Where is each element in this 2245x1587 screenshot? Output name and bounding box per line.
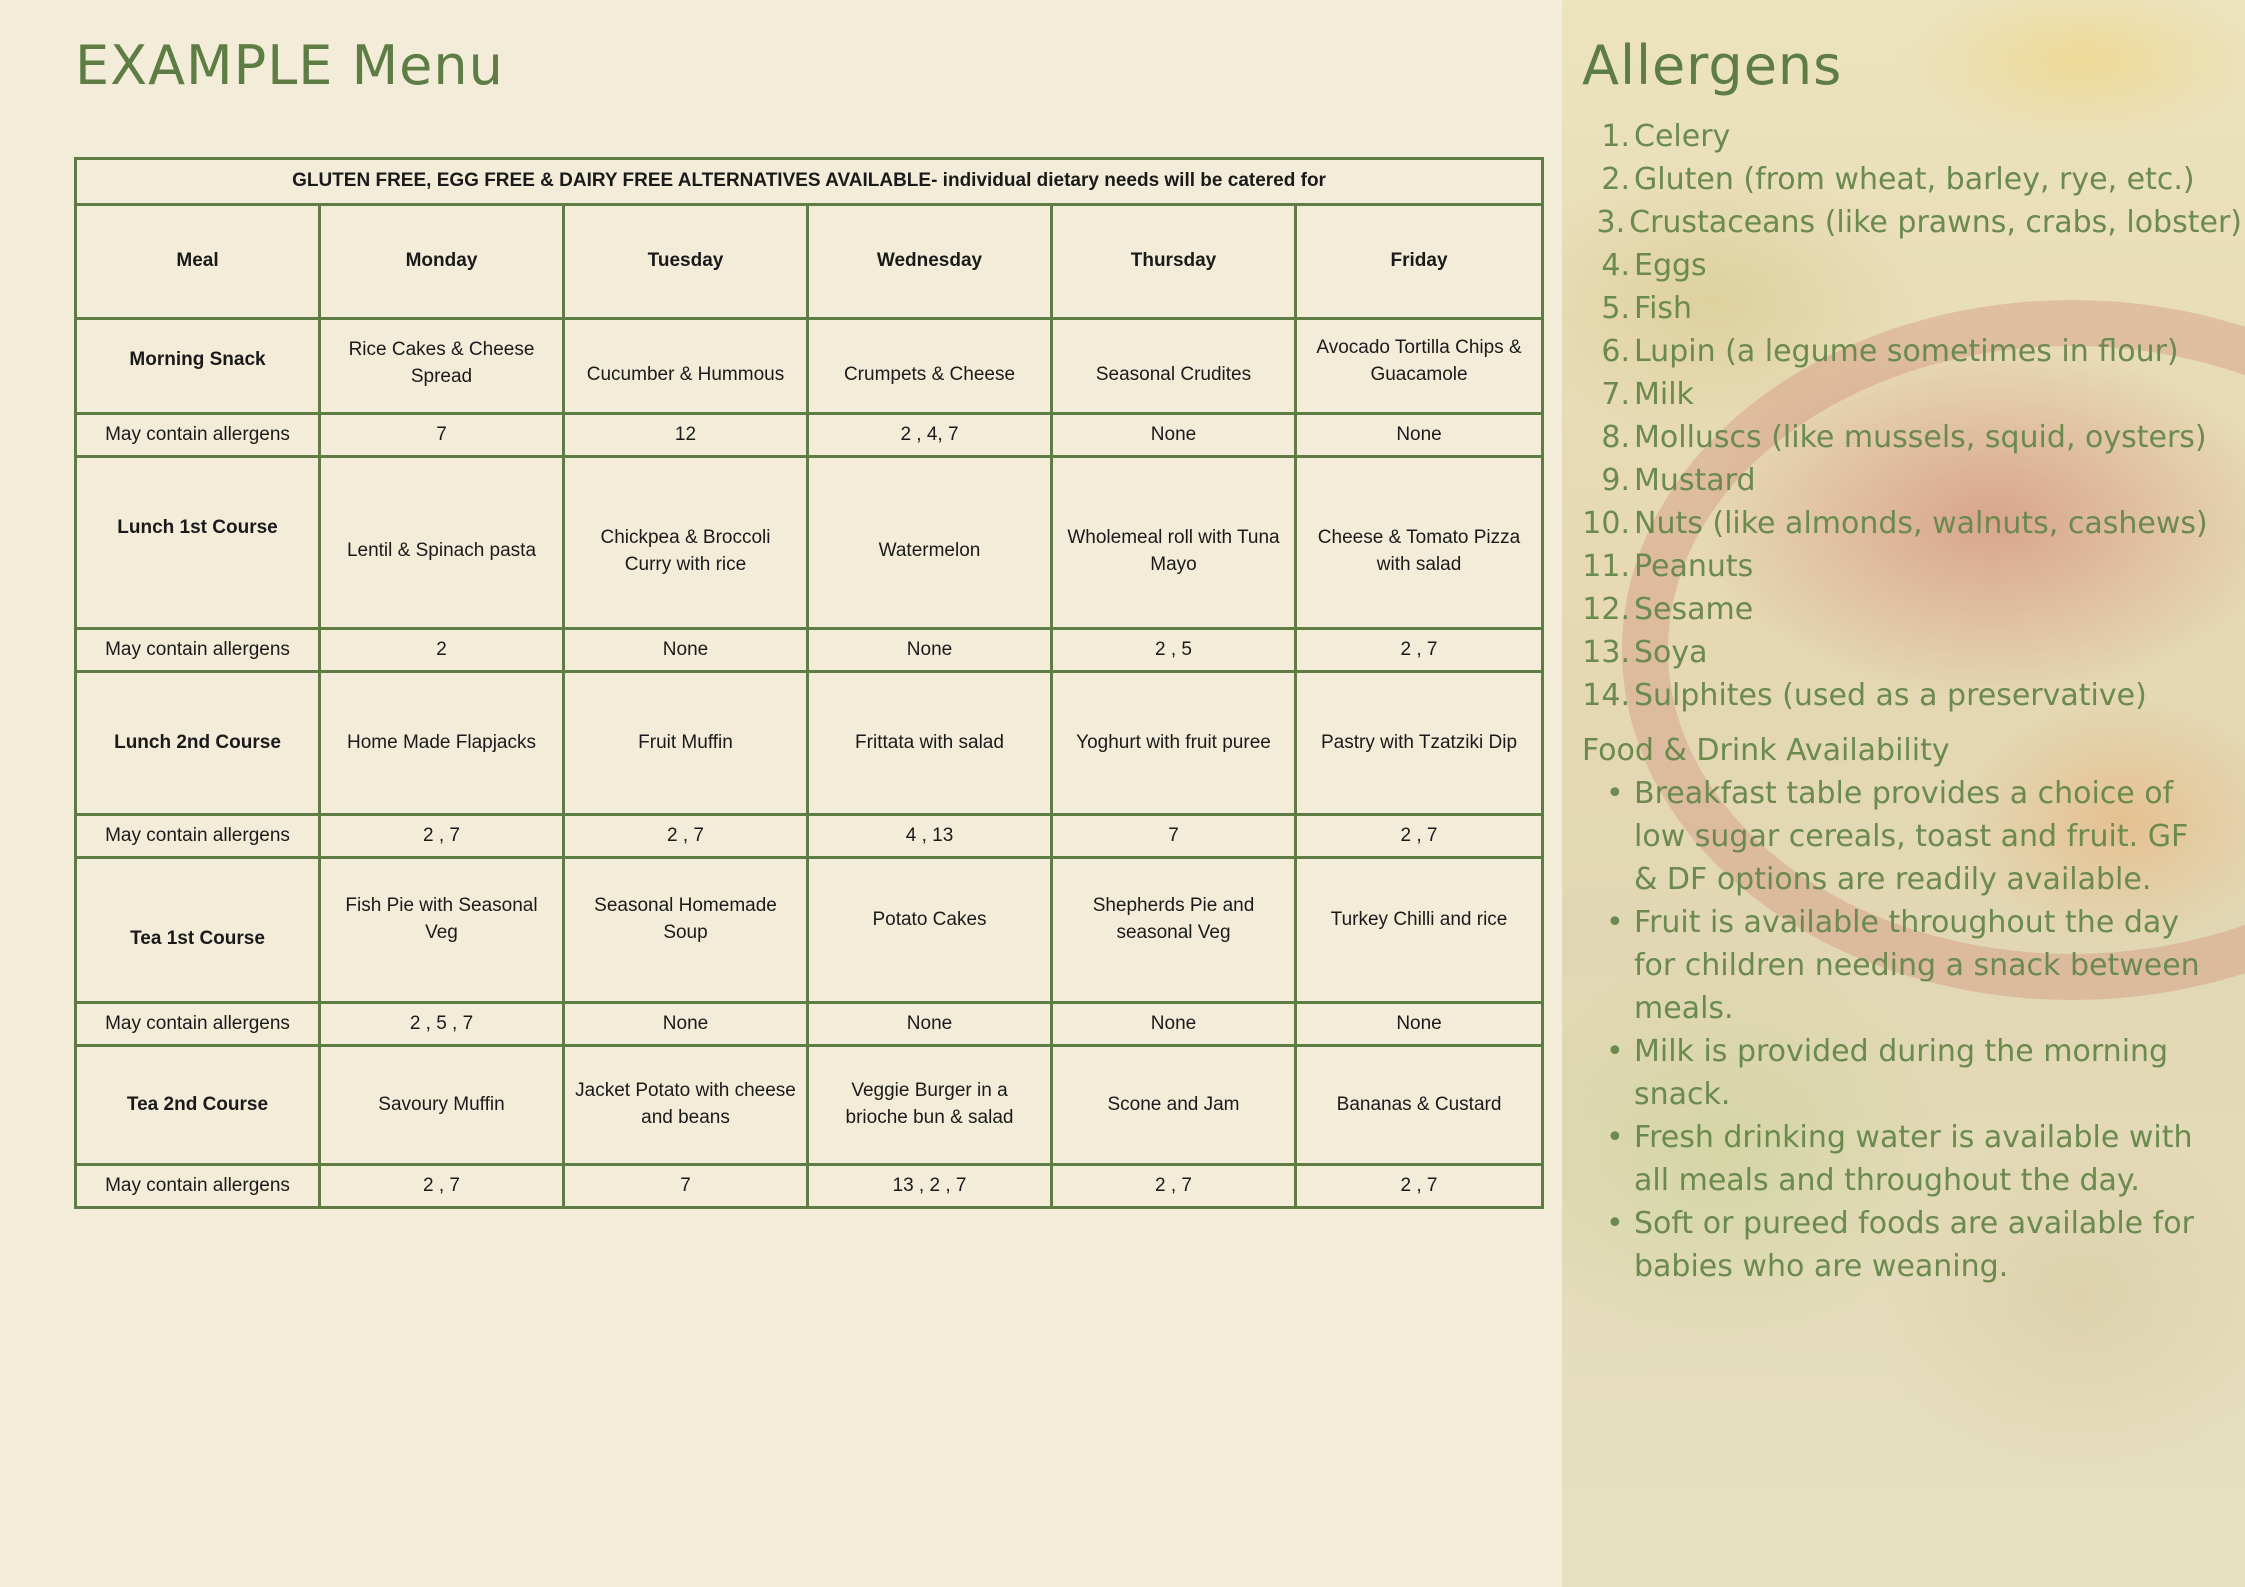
- allergen-row: [76, 1003, 1543, 1046]
- dish-text: Avocado Tortilla Chips & Guacamole: [1316, 337, 1522, 385]
- dietary-notice: GLUTEN FREE, EGG FREE & DAIRY FREE ALTERNATIVES AVAILABLE- individual dietary needs will be catered for: [76, 159, 1543, 205]
- allergen-codes: 2: [320, 629, 564, 672]
- meal-label-text: Lunch 1st Course: [117, 517, 278, 539]
- allergen-codes: 2 , 7: [564, 815, 808, 858]
- allergen-row-label: May contain allergens: [76, 1003, 320, 1046]
- allergen-number: 11.: [1582, 549, 1630, 584]
- allergen-number: 1.: [1601, 119, 1630, 154]
- allergen-codes: 2 , 5: [1052, 629, 1296, 672]
- dish-text: Lentil & Spinach pasta: [346, 540, 537, 562]
- meal-label: [76, 1046, 320, 1165]
- dish-cell: [1296, 672, 1543, 815]
- availability-item: [1582, 1030, 2202, 1116]
- dish-cell: [1052, 1046, 1296, 1165]
- meal-label: [76, 672, 320, 815]
- dish-text: Scone and Jam: [1107, 1093, 1240, 1115]
- allergen-name: Nuts (like almonds, walnuts, cashews): [1634, 506, 2208, 541]
- allergen-item: [1582, 330, 2242, 373]
- meal-row-lunch-1st-course: [76, 457, 1543, 629]
- allergen-codes: 2 , 4, 7: [808, 414, 1052, 457]
- dish-text: Seasonal Homemade Soup: [594, 895, 777, 943]
- availability-text: Fruit is available throughout the day for children needing a snack between meals.: [1634, 905, 2200, 1026]
- allergen-item: [1582, 287, 2242, 330]
- allergen-item: [1582, 158, 2242, 201]
- availability-list: [1582, 772, 2242, 1288]
- dish-cell: [320, 319, 564, 414]
- availability-text: Fresh drinking water is available with all meals and throughout the day.: [1634, 1120, 2193, 1198]
- dish-text: Seasonal Crudites: [1095, 363, 1252, 385]
- dish-cell: [1296, 1046, 1543, 1165]
- allergen-number: 13.: [1582, 635, 1630, 670]
- dish-text: Shepherds Pie and seasonal Veg: [1092, 895, 1255, 943]
- allergen-codes: 2 , 5 , 7: [320, 1003, 564, 1046]
- allergen-codes: 13 , 2 , 7: [808, 1165, 1052, 1208]
- allergen-row-label: May contain allergens: [76, 629, 320, 672]
- notice-row: [76, 159, 1543, 205]
- allergen-row: [76, 815, 1543, 858]
- allergen-item: [1582, 459, 2242, 502]
- dish-cell: [808, 1046, 1052, 1165]
- allergen-item: [1582, 545, 2242, 588]
- allergen-name: Sulphites (used as a preservative): [1634, 678, 2147, 713]
- allergen-number: 7.: [1601, 377, 1630, 412]
- allergen-codes: 2 , 7: [320, 1165, 564, 1208]
- allergen-name: Peanuts: [1634, 549, 1754, 584]
- dish-cell: [808, 858, 1052, 1003]
- allergen-number: 9.: [1601, 463, 1630, 498]
- allergen-item: [1582, 588, 2242, 631]
- allergen-name: Gluten (from wheat, barley, rye, etc.): [1634, 162, 2195, 197]
- dish-text: Pastry with Tzatziki Dip: [1321, 731, 1518, 753]
- dish-cell: [564, 1046, 808, 1165]
- allergen-codes: 2 , 7: [1296, 1165, 1543, 1208]
- meal-label-text: Lunch 2nd Course: [114, 731, 281, 753]
- bullet-icon: •: [1606, 1206, 1624, 1241]
- allergen-name: Eggs: [1634, 248, 1707, 283]
- dish-text: Jacket Potato with cheese and beans: [575, 1080, 796, 1128]
- allergen-number: 2.: [1601, 162, 1630, 197]
- allergen-codes: None: [808, 1003, 1052, 1046]
- bullet-icon: •: [1606, 1034, 1624, 1069]
- menu-title: EXAMPLE Menu: [75, 34, 504, 97]
- availability-item: [1582, 772, 2202, 901]
- meal-label: [76, 319, 320, 414]
- allergen-codes: 2 , 7: [320, 815, 564, 858]
- allergen-codes: 2 , 7: [1296, 815, 1543, 858]
- allergen-codes: 2 , 7: [1296, 629, 1543, 672]
- column-header-thursday: Thursday: [1052, 205, 1296, 319]
- dish-cell: [808, 457, 1052, 629]
- allergen-row-label: May contain allergens: [76, 414, 320, 457]
- allergen-row: [76, 1165, 1543, 1208]
- availability-item: [1582, 1202, 2202, 1288]
- allergen-name: Fish: [1634, 291, 1693, 326]
- allergens-heading: Allergens: [1582, 34, 1843, 97]
- dish-text: Frittata with salad: [855, 731, 1004, 753]
- allergen-name: Soya: [1634, 635, 1708, 670]
- bullet-icon: •: [1606, 776, 1624, 811]
- allergen-item: [1582, 674, 2242, 717]
- availability-text: Soft or pureed foods are available for babies who are weaning.: [1634, 1206, 2194, 1284]
- dish-cell: [1052, 319, 1296, 414]
- allergen-number: 6.: [1601, 334, 1630, 369]
- dish-text: Fruit Muffin: [638, 731, 733, 753]
- availability-item: [1582, 901, 2202, 1030]
- dish-cell: [320, 1046, 564, 1165]
- allergen-number: 10.: [1582, 506, 1630, 541]
- dish-text: Veggie Burger in a brioche bun & salad: [845, 1080, 1014, 1128]
- dish-text: Wholemeal roll with Tuna Mayo: [1067, 526, 1280, 575]
- allergen-codes: None: [1296, 414, 1543, 457]
- allergen-codes: None: [1296, 1003, 1543, 1046]
- column-header-friday: Friday: [1296, 205, 1543, 319]
- availability-text: Breakfast table provides a choice of low sugar cereals, toast and fruit. GF & DF options are readily available.: [1634, 776, 2189, 897]
- allergen-item: [1582, 502, 2242, 545]
- column-header-wednesday: Wednesday: [808, 205, 1052, 319]
- allergen-number: 4.: [1601, 248, 1630, 283]
- allergen-name: Molluscs (like mussels, squid, oysters): [1634, 420, 2207, 455]
- allergen-item: [1582, 416, 2242, 459]
- dish-text: Bananas & Custard: [1336, 1093, 1502, 1115]
- meal-label-text: Tea 2nd Course: [126, 1093, 269, 1115]
- dish-cell: [808, 672, 1052, 815]
- meal-row-tea-2nd-course: [76, 1046, 1543, 1165]
- dish-text: Yoghurt with fruit puree: [1076, 731, 1271, 753]
- dish-text: Home Made Flapjacks: [346, 731, 537, 753]
- allergen-codes: 7: [1052, 815, 1296, 858]
- allergen-name: Crustaceans (like prawns, crabs, lobster): [1629, 205, 2242, 240]
- dish-text: Crumpets & Cheese: [843, 363, 1016, 385]
- dish-text: Savoury Muffin: [378, 1093, 505, 1115]
- column-header-tuesday: Tuesday: [564, 205, 808, 319]
- allergen-name: Lupin (a legume sometimes in flour): [1634, 334, 2179, 369]
- dish-cell: [564, 672, 808, 815]
- weekly-menu-table: [74, 157, 1544, 1209]
- dish-cell: [320, 457, 564, 629]
- meal-row-tea-1st-course: [76, 858, 1543, 1003]
- dish-cell: [320, 672, 564, 815]
- allergen-name: Celery: [1634, 119, 1731, 154]
- meal-row-lunch-2nd-course: [76, 672, 1543, 815]
- dish-text: Fish Pie with Seasonal Veg: [345, 895, 538, 943]
- allergen-codes: 7: [320, 414, 564, 457]
- dish-cell: [1296, 319, 1543, 414]
- allergen-name: Mustard: [1634, 463, 1756, 498]
- allergen-row-label: May contain allergens: [76, 815, 320, 858]
- allergen-codes: None: [564, 629, 808, 672]
- meal-row-morning-snack: [76, 319, 1543, 414]
- column-header-monday: Monday: [320, 205, 564, 319]
- header-row: [76, 205, 1543, 319]
- allergen-codes: 7: [564, 1165, 808, 1208]
- allergen-number: 14.: [1582, 678, 1630, 713]
- dish-cell: [320, 858, 564, 1003]
- dish-text: Cucumber & Hummous: [586, 363, 785, 385]
- availability-text: Milk is provided during the morning snack.: [1634, 1034, 2169, 1112]
- dish-text: Watermelon: [878, 540, 981, 562]
- meal-label: [76, 457, 320, 629]
- allergen-codes: None: [564, 1003, 808, 1046]
- dish-cell: [564, 319, 808, 414]
- allergen-codes: None: [808, 629, 1052, 672]
- dish-cell: [808, 319, 1052, 414]
- allergen-name: Milk: [1634, 377, 1694, 412]
- dish-text: Cheese & Tomato Pizza with salad: [1317, 526, 1521, 575]
- availability-heading: Food & Drink Availability: [1582, 733, 1950, 768]
- allergen-number: 12.: [1582, 592, 1630, 627]
- bullet-icon: •: [1606, 905, 1624, 940]
- dish-text: Potato Cakes: [872, 908, 987, 930]
- dish-cell: [1052, 457, 1296, 629]
- dish-cell: [564, 858, 808, 1003]
- bullet-icon: •: [1606, 1120, 1624, 1155]
- allergen-codes: None: [1052, 414, 1296, 457]
- dish-cell: [1052, 672, 1296, 815]
- allergen-info-section: [1582, 34, 2242, 1288]
- dish-cell: [1052, 858, 1296, 1003]
- column-header-meal: Meal: [76, 205, 320, 319]
- allergen-item: [1582, 115, 2242, 158]
- allergen-item: [1582, 201, 2242, 244]
- availability-item: [1582, 1116, 2202, 1202]
- allergen-codes: 2 , 7: [1052, 1165, 1296, 1208]
- allergen-codes: 12: [564, 414, 808, 457]
- allergen-row: [76, 414, 1543, 457]
- allergen-row-label: May contain allergens: [76, 1165, 320, 1208]
- allergen-name: Sesame: [1634, 592, 1754, 627]
- dish-cell: [1296, 457, 1543, 629]
- allergen-number: 8.: [1601, 420, 1630, 455]
- allergen-codes: None: [1052, 1003, 1296, 1046]
- allergen-item: [1582, 244, 2242, 287]
- allergen-number: 5.: [1601, 291, 1630, 326]
- meal-label-text: Tea 1st Course: [130, 927, 265, 949]
- meal-label-text: Morning Snack: [129, 348, 266, 370]
- allergen-number: 3.: [1596, 205, 1626, 240]
- salad-background-panel: [1562, 0, 2245, 1587]
- dish-text: Rice Cakes & Cheese Spread: [348, 339, 535, 387]
- allergen-item: [1582, 373, 2242, 416]
- dish-cell: [1296, 858, 1543, 1003]
- allergen-codes: 4 , 13: [808, 815, 1052, 858]
- dish-text: Turkey Chilli and rice: [1330, 908, 1508, 930]
- allergen-row: [76, 629, 1543, 672]
- allergen-list: [1582, 115, 2242, 717]
- meal-label: [76, 858, 320, 1003]
- dish-cell: [564, 457, 808, 629]
- allergen-item: [1582, 631, 2242, 674]
- dish-text: Chickpea & Broccoli Curry with rice: [600, 526, 771, 575]
